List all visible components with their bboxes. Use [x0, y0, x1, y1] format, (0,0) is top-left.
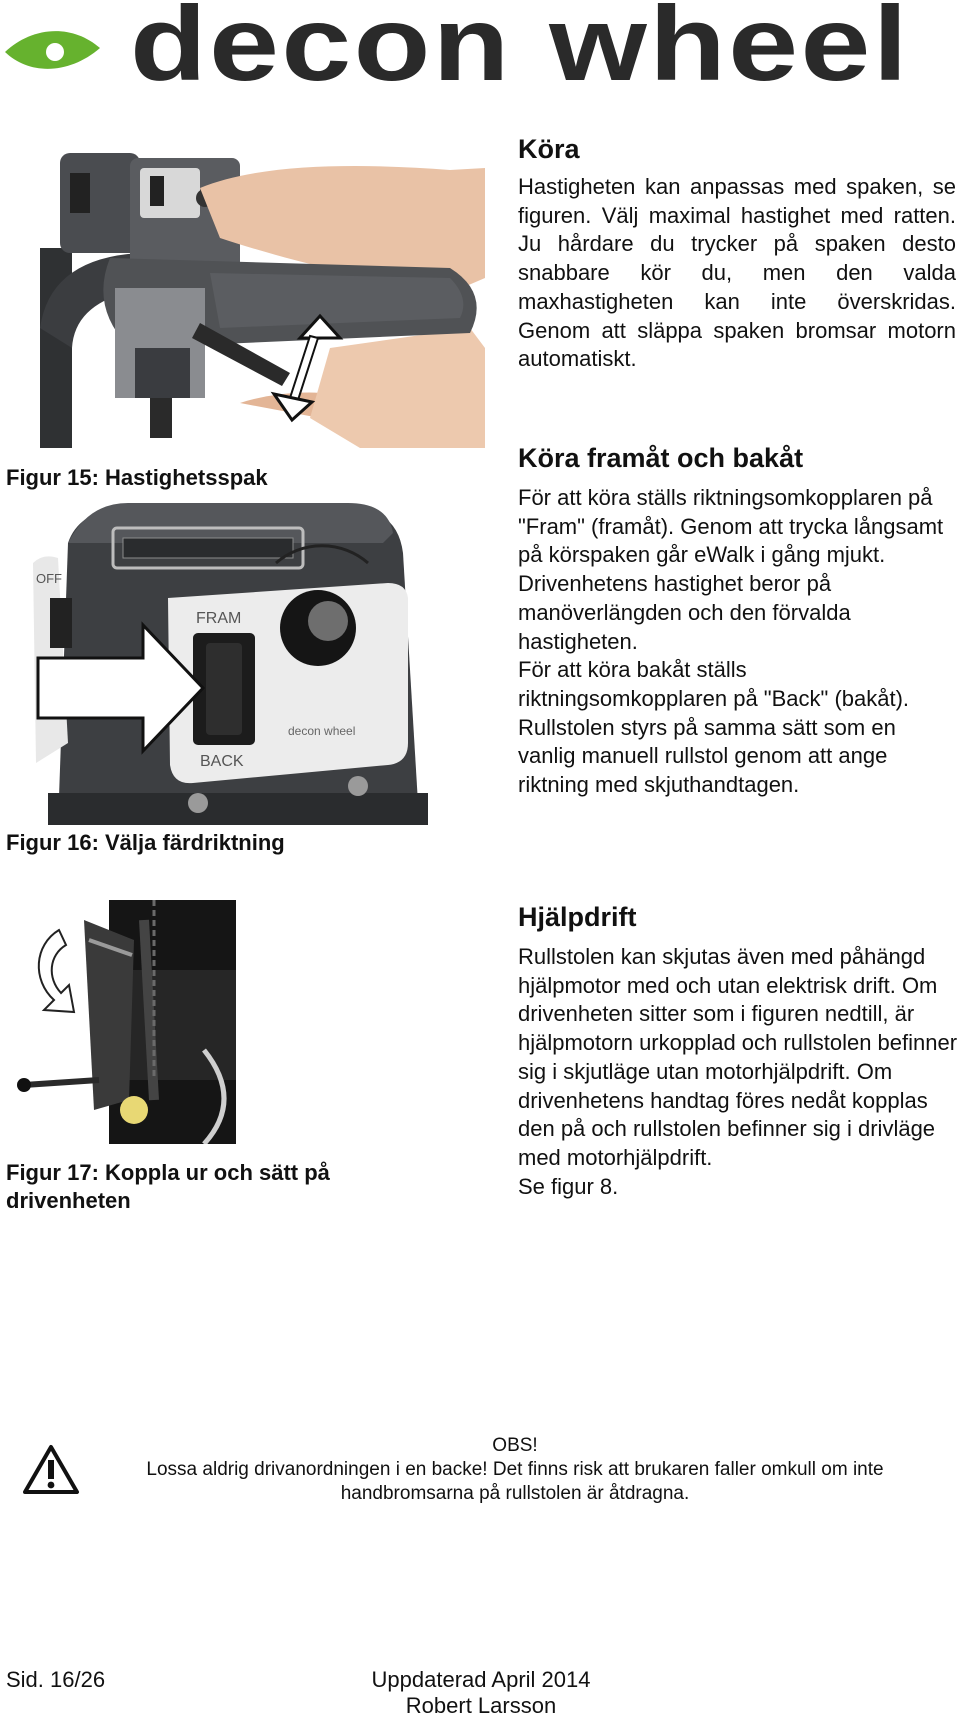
section-kora — [518, 133, 956, 374]
section-paragraph: Rullstolen styrs på samma sätt som en vanlig manuell rullstol genom att ange riktning med skjuthandtagen. — [518, 714, 896, 798]
warning-triangle-icon — [22, 1443, 80, 1495]
updated-date: Uppdaterad April 2014 — [371, 1667, 591, 1692]
decon-wheel-logo — [0, 0, 960, 95]
author-name: Robert Larsson — [405, 1693, 557, 1718]
warning-text: Lossa aldrig drivanordningen i en backe! Det finns risk att brukaren faller omkull om inte handbromsarna på rullstolen är åtdragna. — [146, 1459, 884, 1504]
section-kora-fram-bak — [518, 442, 958, 800]
svg-text:FRAM: FRAM — [196, 610, 242, 627]
page-number: Sid. 16/26 — [6, 1667, 106, 1692]
figure-15-caption: Figur 15: Hastighetsspak — [6, 465, 268, 490]
section-paragraph: För att köra ställs riktningsomkopplaren på "Fram" (framåt). Genom att trycka långsamt på körspaken går eWalk i gång mjukt. Drivenhetens hastighet beror på manöverlängden och den förvalda hastigheten. — [518, 485, 944, 654]
section-body: Rullstolen kan skjutas även med påhängd hjälpmotor med och utan elektrisk drift. Om drivenheten sitter som i figuren nedtill, är hjälpmotorn urkopplad och rullstolen befinner sig i skjutläge utan motorhjälpdrift. Om drivenhetens handtag föres nedåt kopplas den på och rullstolen befinner sig i drivläge med motorhjälpdrift. — [518, 944, 958, 1170]
section-body: Hastigheten kan anpassas med spaken, se figuren. Välj maximal hastighet med ratten. Ju hårdare du trycker på spaken desto snabbare kör du, men den valda maxhastigheten kan inte överskridas. Genom att släppa spaken bromsar motorn automatiskt. — [518, 174, 956, 372]
figure-17-photo — [14, 900, 236, 1144]
figure-17-caption: Figur 17: Koppla ur och sätt på drivenheten — [6, 1160, 330, 1213]
svg-text:decon wheel: decon wheel — [288, 724, 356, 738]
section-heading: Köra framåt och bakåt — [518, 443, 804, 473]
figure-16-photo — [28, 503, 448, 825]
svg-text:BACK: BACK — [200, 753, 244, 770]
section-paragraph: För att köra bakåt ställs riktningsomkopplaren på "Back" (bakåt). — [518, 657, 910, 711]
section-hjalpdrift — [518, 901, 958, 1201]
warning-box — [110, 1434, 920, 1506]
figure-15-photo — [30, 148, 485, 448]
logo-wordmark: decon wheel — [130, 0, 910, 95]
see-figure-note: Se figur 8. — [518, 1173, 619, 1199]
section-heading: Köra — [518, 134, 580, 164]
section-heading: Hjälpdrift — [518, 902, 637, 932]
svg-text:OFF: OFF — [36, 571, 62, 586]
leaf-icon — [5, 31, 100, 69]
figure-16-caption: Figur 16: Välja färdriktning — [6, 830, 285, 855]
warning-title: OBS! — [492, 1435, 538, 1456]
